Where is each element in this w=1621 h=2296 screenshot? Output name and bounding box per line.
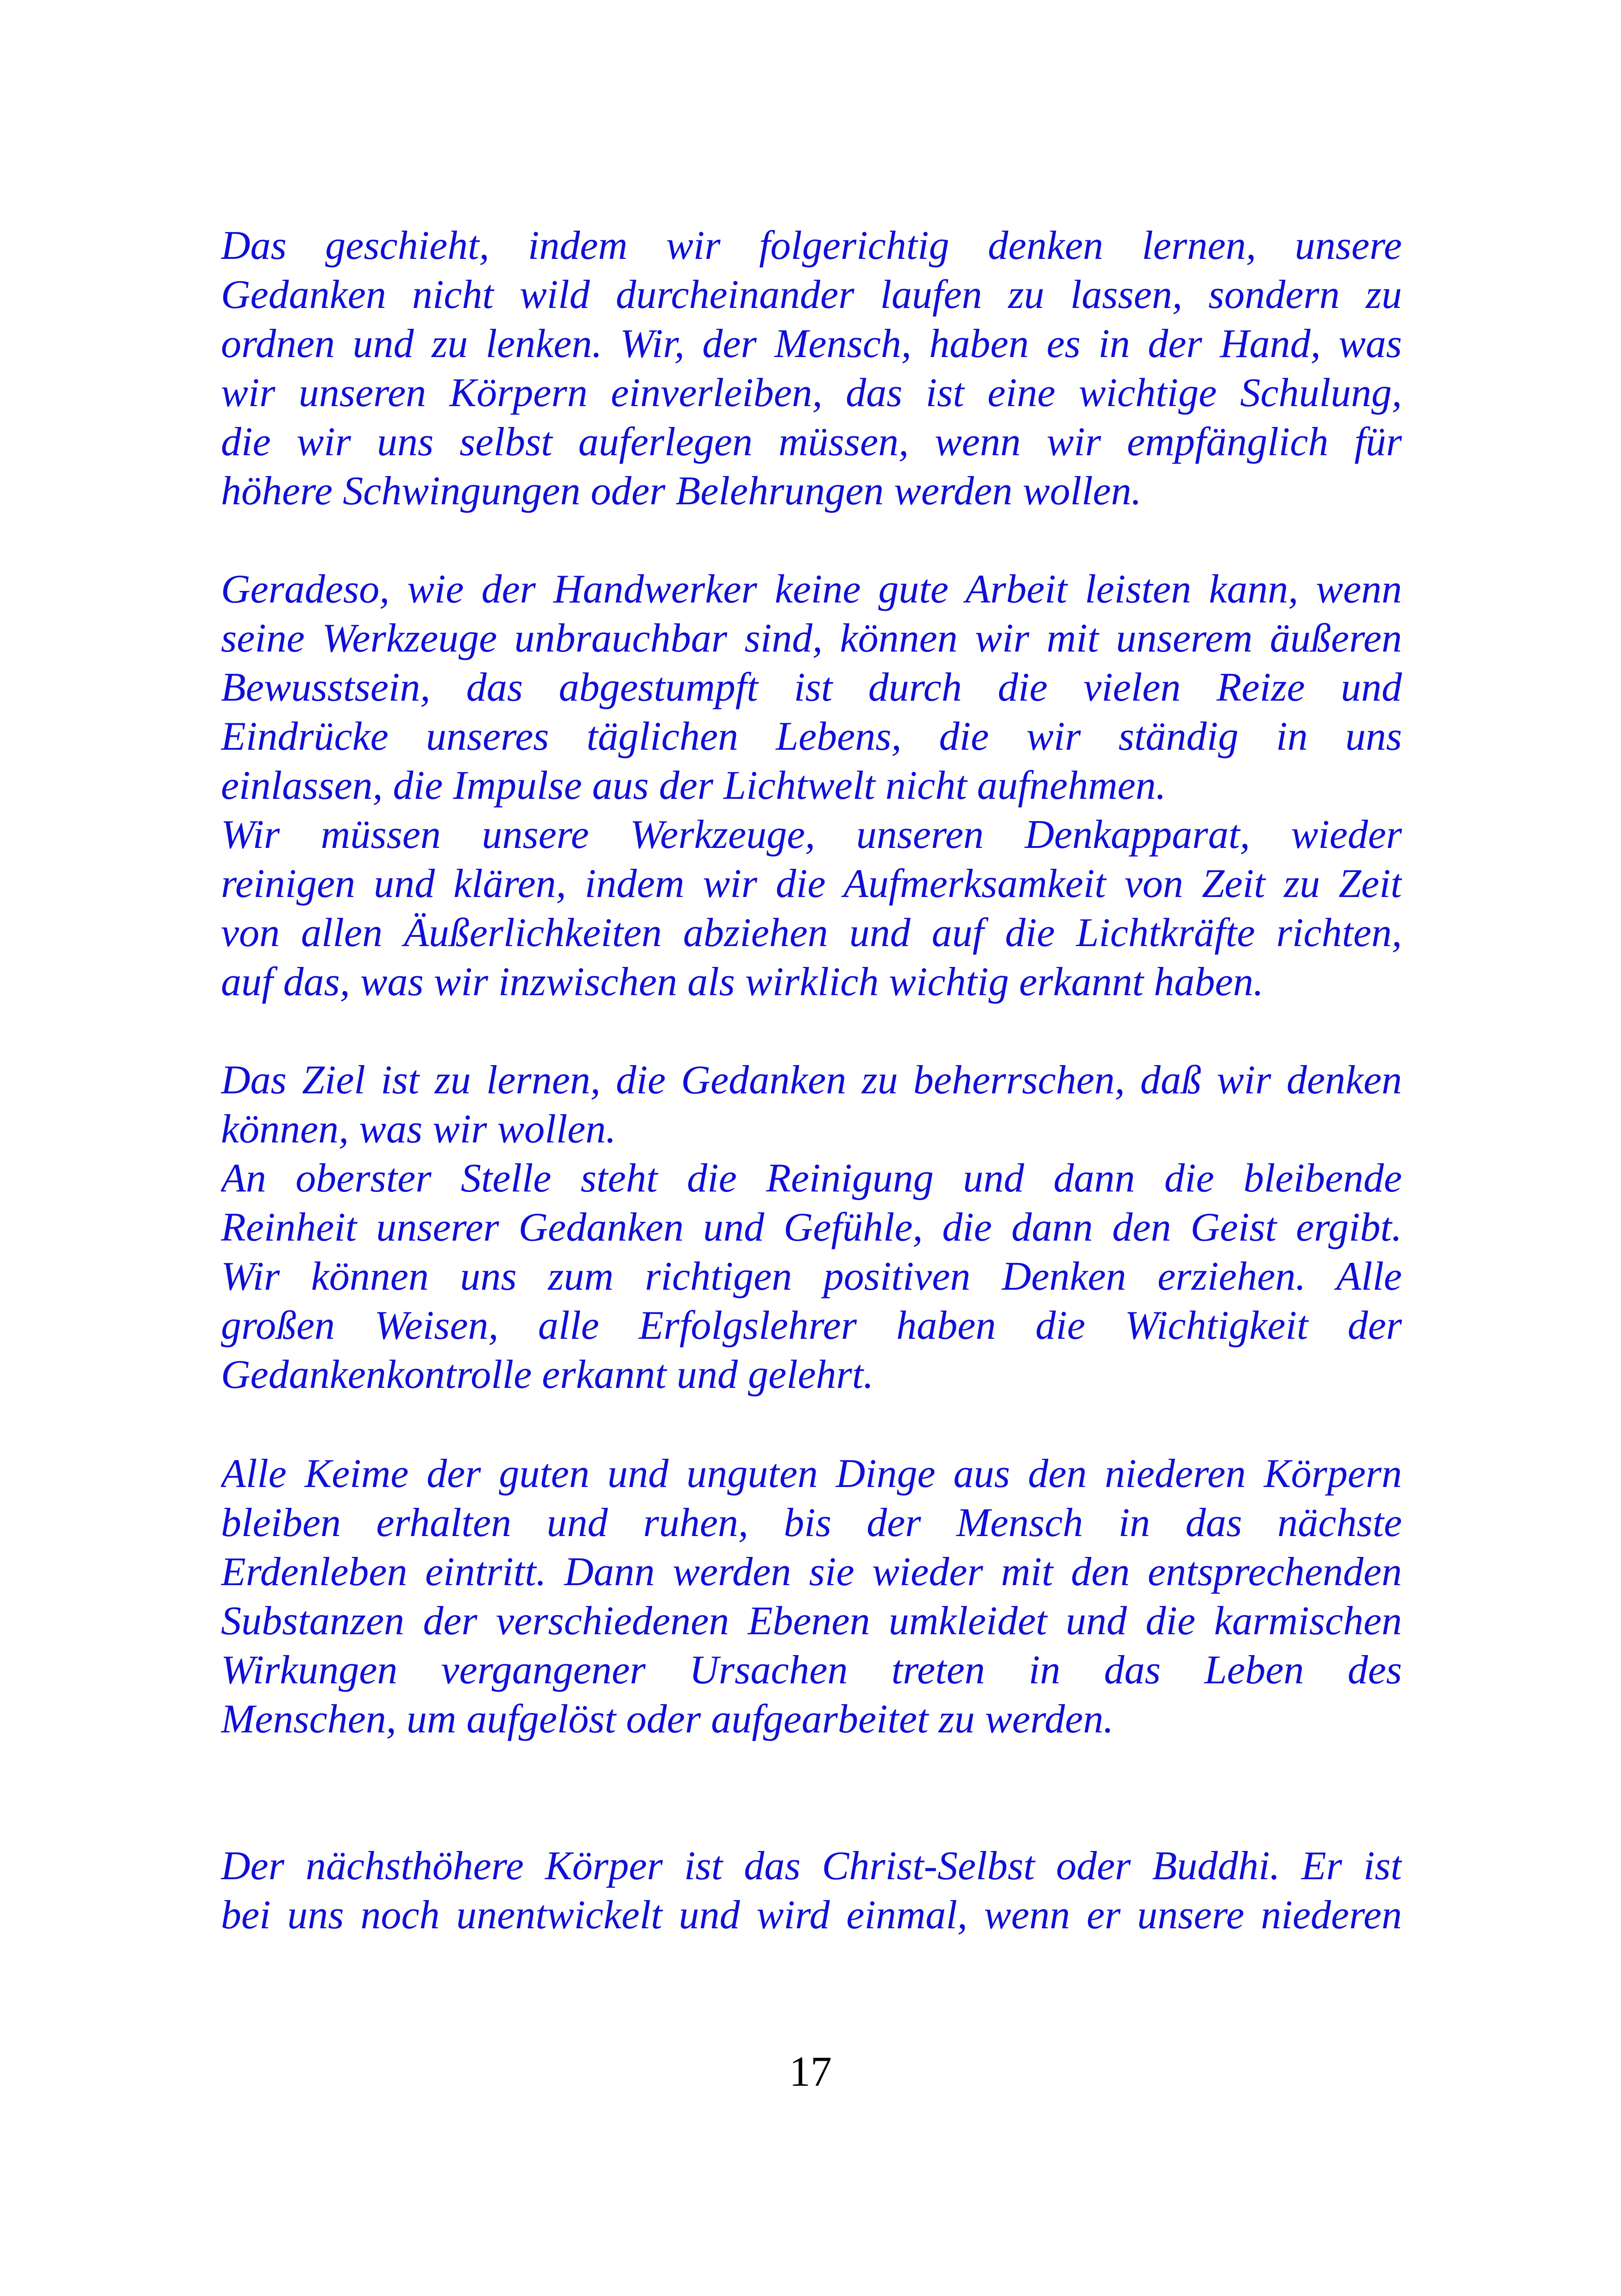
text-line: von allen Äußerlichkeiten abziehen und auf die Lichtkräfte richten,: [221, 910, 1402, 955]
text-line: Wirkungen vergangener Ursachen treten in das Leben des: [221, 1648, 1402, 1693]
text-line: Das Ziel ist zu lernen, die Gedanken zu beherrschen, daß wir denken: [221, 1058, 1402, 1103]
text-line: Menschen, um aufgelöst oder aufgearbeitet zu werden.: [221, 1697, 1114, 1742]
text-line: Gedanken nicht wild durcheinander laufen zu lassen, sondern zu: [221, 272, 1402, 317]
text-line: Bewusstsein, das abgestumpft ist durch die vielen Reize und: [221, 665, 1402, 710]
text-line: die wir uns selbst auferlegen müssen, wenn wir empfänglich für: [221, 420, 1402, 464]
text-line: höhere Schwingungen oder Belehrungen werden wollen.: [221, 469, 1142, 514]
text-line: Substanzen der verschiedenen Ebenen umkleidet und die karmischen: [221, 1599, 1402, 1644]
text-line: Eindrücke unseres täglichen Lebens, die wir ständig in uns: [221, 714, 1402, 759]
page-number: 17: [789, 2048, 832, 2095]
text-line: können, was wir wollen.: [221, 1107, 616, 1152]
paragraph-2: [221, 565, 1402, 1007]
text-line: einlassen, die Impulse aus der Lichtwelt nicht aufnehmen.: [221, 763, 1166, 808]
text-line: Reinheit unserer Gedanken und Gefühle, die dann den Geist ergibt.: [221, 1205, 1402, 1250]
text-line: ordnen und zu lenken. Wir, der Mensch, haben es in der Hand, was: [221, 321, 1402, 366]
text-line: seine Werkzeuge unbrauchbar sind, können wir mit unserem äußeren: [221, 616, 1402, 661]
text-line: Das geschieht, indem wir folgerichtig denken lernen, unsere: [221, 223, 1402, 268]
text-line: bei uns noch unentwickelt und wird einmal, wenn er unsere niederen: [221, 1893, 1402, 1938]
text-line: Gedankenkontrolle erkannt und gelehrt.: [221, 1352, 874, 1397]
text-line: großen Weisen, alle Erfolgslehrer haben die Wichtigkeit der: [221, 1303, 1402, 1348]
paragraph-3: [221, 1056, 1402, 1399]
text-line: Der nächsthöhere Körper ist das Christ-Selbst oder Buddhi. Er ist: [221, 1844, 1402, 1888]
paragraph-1: [221, 221, 1402, 516]
text-line: Wir müssen unsere Werkzeuge, unseren Denkapparat, wieder: [221, 812, 1402, 857]
paragraph-4: [221, 1449, 1402, 1744]
text-line: Erdenleben eintritt. Dann werden sie wieder mit den entsprechenden: [221, 1549, 1402, 1594]
text-line: Wir können uns zum richtigen positiven Denken erziehen. Alle: [221, 1254, 1402, 1299]
text-line: reinigen und klären, indem wir die Aufmerksamkeit von Zeit zu Zeit: [221, 861, 1402, 906]
text-line: bleiben erhalten und ruhen, bis der Mensch in das nächste: [221, 1500, 1402, 1545]
text-line: Alle Keime der guten und unguten Dinge aus den niederen Körpern: [221, 1451, 1402, 1496]
text-line: auf das, was wir inzwischen als wirklich wichtig erkannt haben.: [221, 960, 1264, 1004]
text-line: wir unseren Körpern einverleiben, das ist eine wichtige Schulung,: [221, 370, 1402, 415]
text-line: An oberster Stelle steht die Reinigung und dann die bleibende: [221, 1156, 1402, 1201]
text-line: Geradeso, wie der Handwerker keine gute Arbeit leisten kann, wenn: [221, 567, 1402, 612]
paragraph-5: [221, 1842, 1402, 1940]
